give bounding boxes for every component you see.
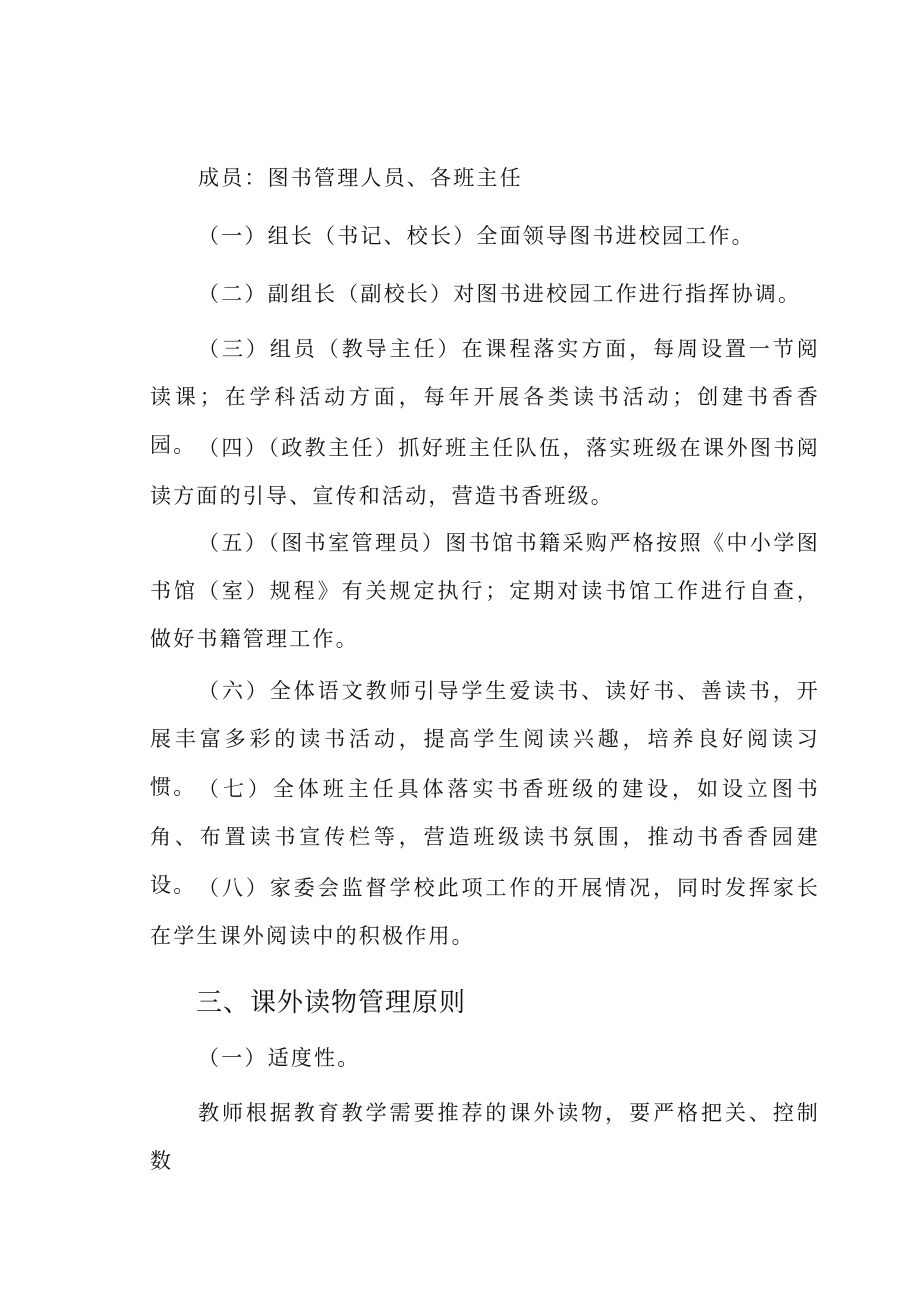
- paragraph-3: （三）组员（教导主任）在课程落实方面，每周设置一节阅读课；在学科活动方面，每年开展各类读书活动；创建书香香园。: [150, 337, 820, 457]
- last-paragraph: 教师根据教育教学需要推荐的课外读物，要严格把关、控制数: [150, 1101, 820, 1173]
- members-paragraph: 成员：图书管理人员、各班主任: [198, 166, 523, 190]
- paragraph-2: （二）副组长（副校长）对图书进校园工作进行指挥协调。: [198, 282, 802, 306]
- paragraph-8: （八）家委会监督学校此项工作的开展情况，同时发挥家长在学生课外阅读中的积极作用。: [150, 876, 820, 948]
- section-heading: 三、课外读物管理原则: [196, 988, 467, 1018]
- paragraph-5: （五）（图书室管理员）图书馆书籍采购严格按照《中小学图书馆（室）规程》有关规定执行；定期对读书馆工作进行自查，做好书籍管理工作。: [150, 531, 820, 651]
- paragraph-4: （四）（政教主任）抓好班主任队伍，落实班级在课外图书阅读方面的引导、宣传和活动，营造书香班级。: [150, 436, 820, 508]
- paragraph-6: （六）全体语文教师引导学生爱读书、读好书、善读书，开展丰富多彩的读书活动，提高学生阅读兴趣，培养良好阅读习惯。: [150, 679, 820, 799]
- sub-heading: （一）适度性。: [198, 1046, 361, 1070]
- paragraph-1: （一）组长（书记、校长）全面领导图书进校园工作。: [198, 224, 755, 248]
- paragraph-7: （七）全体班主任具体落实书香班级的建设，如设立图书角、布置读书宣传栏等，营造班级读书氛围，推动书香香园建设。: [150, 777, 820, 897]
